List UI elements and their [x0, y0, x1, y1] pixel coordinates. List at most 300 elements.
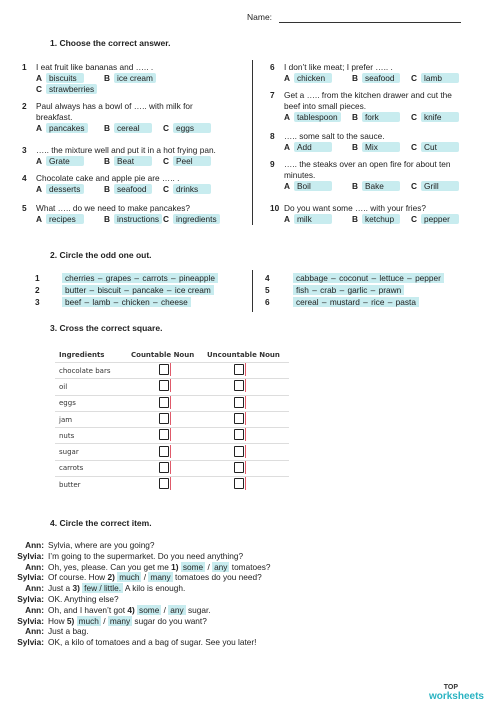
- option-letter: C: [163, 213, 169, 224]
- option-letter: A: [36, 183, 42, 194]
- uncountable-cell: [203, 444, 289, 460]
- table-row: [55, 444, 289, 460]
- option-letter: B: [352, 213, 358, 224]
- option-c[interactable]: [36, 84, 97, 95]
- dialogue-text: OK. Anything else?: [48, 593, 119, 604]
- option-c[interactable]: [163, 156, 211, 167]
- dash-separator: –: [309, 285, 320, 295]
- answer-choice[interactable]: few / little.: [84, 583, 122, 594]
- dialogue-text: /: [161, 604, 169, 615]
- question-text-line2: breakfast.: [36, 111, 73, 122]
- speaker-name: Ann:: [25, 583, 44, 594]
- uncountable-cell: [203, 395, 289, 411]
- odd-words: [62, 273, 218, 283]
- dash-separator: –: [369, 273, 379, 283]
- option-a[interactable]: [284, 73, 332, 84]
- question-text: What ….. do we need to make pancakes?: [36, 203, 191, 213]
- odd-row-1: [35, 273, 218, 283]
- option-value: Add: [294, 142, 332, 152]
- option-a[interactable]: [36, 184, 84, 195]
- option-value: Bake: [362, 181, 400, 191]
- question-9: [270, 159, 495, 192]
- countable-checkbox[interactable]: [159, 446, 169, 457]
- item-number: 5): [66, 615, 75, 626]
- item-number: 1): [171, 561, 179, 572]
- section-3-title: 3. Cross the correct square.: [50, 323, 163, 333]
- option-value: eggs: [173, 123, 211, 133]
- dash-separator: –: [319, 297, 329, 307]
- odd-words: [293, 273, 444, 283]
- option-b[interactable]: [104, 184, 152, 195]
- ingredient-cell: butter: [55, 477, 127, 493]
- option-value: Grill: [421, 181, 459, 191]
- option-letter: C: [411, 213, 417, 224]
- odd-word[interactable]: cheese: [160, 297, 188, 307]
- item-number: 3): [72, 583, 80, 594]
- uncountable-cell: [203, 379, 289, 395]
- option-letter: B: [352, 180, 358, 191]
- speaker-name: Sylvia:: [17, 615, 44, 626]
- dialogue-text: Oh, yes, please. Can you get me: [48, 561, 172, 572]
- dialogue-text: I’m going to the supermarket. Do you need anything?: [48, 550, 244, 561]
- question-text-line2: beef into small pieces.: [284, 100, 367, 111]
- dialogue-line: [0, 551, 271, 562]
- speaker-name: Ann:: [25, 626, 44, 637]
- answer-choice[interactable]: any: [170, 604, 184, 615]
- answer-choice[interactable]: any: [214, 561, 228, 572]
- answer-choice[interactable]: some: [182, 561, 204, 572]
- option-b[interactable]: [104, 156, 152, 167]
- question-number: 3: [22, 145, 27, 155]
- name-row: [247, 12, 462, 22]
- option-value: ketchup: [362, 214, 400, 224]
- odd-word[interactable]: beef: [65, 297, 82, 307]
- option-value: knife: [421, 112, 459, 122]
- dialogue-line: [0, 626, 271, 637]
- question-text: Get a ….. from the kitchen drawer and cut the: [284, 90, 452, 100]
- option-value: lamb: [421, 73, 459, 83]
- dash-separator: –: [82, 297, 92, 307]
- brand-logo: [429, 683, 484, 701]
- odd-word[interactable]: fish: [296, 285, 309, 295]
- option-value: Beat: [114, 156, 152, 166]
- dash-separator: –: [368, 285, 378, 295]
- uncountable-checkbox[interactable]: [234, 446, 244, 457]
- odd-word[interactable]: pepper: [415, 273, 441, 283]
- odd-divider: [252, 270, 253, 312]
- odd-row-number: 6: [265, 297, 270, 307]
- option-c[interactable]: [163, 184, 211, 195]
- option-a[interactable]: [36, 214, 84, 225]
- question-5: [22, 203, 247, 233]
- dash-separator: –: [328, 273, 339, 283]
- answer-choice[interactable]: many: [109, 615, 131, 626]
- answer-choice[interactable]: many: [150, 572, 171, 583]
- question-2: [22, 101, 247, 134]
- question-8: [270, 131, 495, 161]
- option-letter: A: [36, 213, 42, 224]
- option-letter: A: [284, 213, 290, 224]
- option-letter: B: [104, 122, 110, 133]
- dash-separator: –: [87, 285, 97, 295]
- option-value: seafood: [362, 73, 400, 83]
- dialogue-line: [0, 605, 271, 616]
- col-ingredients: Ingredients: [59, 351, 105, 359]
- dialogue-line: [0, 572, 271, 583]
- table-row: [55, 428, 289, 444]
- odd-row-3: [35, 297, 191, 307]
- odd-word[interactable]: carrots: [142, 273, 168, 283]
- countable-checkbox[interactable]: [159, 397, 169, 408]
- col-uncountable: Uncountable Noun: [207, 351, 280, 359]
- odd-row-number: 2: [35, 285, 40, 295]
- option-value: Grate: [46, 156, 84, 166]
- table-row: [55, 411, 289, 427]
- option-a[interactable]: [284, 181, 332, 192]
- odd-word[interactable]: rice: [371, 297, 385, 307]
- odd-word[interactable]: prawn: [378, 285, 402, 295]
- countable-cell: [127, 363, 203, 379]
- question-number: 4: [22, 173, 27, 183]
- dash-separator: –: [360, 297, 371, 307]
- option-letter: A: [36, 122, 42, 133]
- question-text: ….. the mixture well and put it in a hot frying pan.: [36, 145, 216, 155]
- option-value: milk: [294, 214, 332, 224]
- option-value: Peel: [173, 156, 211, 166]
- question-1: [22, 62, 247, 95]
- option-letter: C: [411, 72, 417, 83]
- option-c[interactable]: [411, 73, 459, 84]
- uncountable-cell: [203, 477, 289, 493]
- odd-word[interactable]: garlic: [347, 285, 368, 295]
- column-divider: [252, 60, 253, 225]
- question-number: 6: [270, 62, 275, 72]
- item-number: 2): [107, 572, 115, 583]
- question-10: [270, 203, 495, 233]
- question-text: I don’t like meat; I prefer ….. .: [284, 62, 393, 72]
- uncountable-checkbox[interactable]: [234, 478, 244, 489]
- odd-word[interactable]: lamb: [92, 297, 111, 307]
- question-number: 2: [22, 101, 27, 111]
- question-4: [22, 173, 247, 203]
- odd-row-6: [265, 297, 419, 307]
- odd-word[interactable]: biscuit: [97, 285, 121, 295]
- odd-words: [62, 297, 191, 307]
- ingredient-cell: eggs: [55, 395, 127, 411]
- uncountable-cell: [203, 460, 289, 476]
- answer-choice[interactable]: some: [139, 604, 160, 615]
- odd-row-4: [265, 273, 444, 283]
- option-a[interactable]: [284, 214, 332, 225]
- option-value: drinks: [173, 184, 211, 194]
- section-4-title: 4. Circle the correct item.: [50, 518, 152, 528]
- option-letter: C: [411, 180, 417, 191]
- question-number: 10: [270, 203, 280, 213]
- option-value: instructions: [114, 214, 162, 224]
- question-text: ….. some salt to the sauce.: [284, 131, 385, 141]
- odd-word[interactable]: pineapple: [178, 273, 215, 283]
- option-value: tablespoon: [294, 112, 341, 122]
- odd-word[interactable]: coconut: [339, 273, 369, 283]
- ingredient-cell: carrots: [55, 460, 127, 476]
- option-value: desserts: [46, 184, 84, 194]
- option-value: Mix: [362, 142, 400, 152]
- uncountable-checkbox[interactable]: [234, 380, 244, 391]
- option-value: pepper: [421, 214, 459, 224]
- question-3: [22, 145, 247, 175]
- question-number: 9: [270, 159, 275, 169]
- dash-separator: –: [150, 297, 160, 307]
- name-label: Name:: [247, 12, 273, 22]
- odd-row-number: 1: [35, 273, 40, 283]
- odd-word[interactable]: cherries: [65, 273, 95, 283]
- odd-word[interactable]: pasta: [395, 297, 416, 307]
- countable-cell: [127, 477, 203, 493]
- dialogue-text: tomatoes do you need?: [172, 572, 262, 583]
- odd-word[interactable]: cabbage: [296, 273, 328, 283]
- option-a[interactable]: [36, 156, 84, 167]
- option-c[interactable]: [411, 112, 459, 123]
- table-row: [55, 477, 289, 493]
- countable-cell: [127, 411, 203, 427]
- odd-row-number: 4: [265, 273, 270, 283]
- countable-checkbox[interactable]: [159, 462, 169, 473]
- option-letter: C: [36, 83, 42, 94]
- odd-word[interactable]: ice cream: [174, 285, 211, 295]
- dialogue-text: OK, a kilo of tomatoes and a bag of sugar. See you later!: [48, 637, 257, 648]
- dash-separator: –: [111, 297, 121, 307]
- option-c[interactable]: [411, 142, 459, 153]
- dialogue-line: [0, 562, 271, 573]
- countable-cell: [127, 460, 203, 476]
- countable-checkbox[interactable]: [159, 380, 169, 391]
- dialogue-text: sugar do you want?: [132, 615, 207, 626]
- name-field[interactable]: [279, 22, 461, 23]
- countable-cell: [127, 444, 203, 460]
- odd-words: [62, 285, 214, 295]
- dialogue-text: How: [48, 615, 67, 626]
- option-value: strawberries: [46, 84, 97, 94]
- option-letter: C: [163, 122, 169, 133]
- speaker-name: Sylvia:: [17, 550, 44, 561]
- dialogue: [0, 540, 271, 648]
- option-c[interactable]: [163, 214, 220, 225]
- table-row: [55, 363, 289, 379]
- dash-separator: –: [404, 273, 415, 283]
- dialogue-text: Just a: [48, 583, 73, 594]
- uncountable-checkbox[interactable]: [234, 364, 244, 375]
- brand-bottom: worksheets: [428, 691, 484, 702]
- option-letter: A: [36, 72, 42, 83]
- option-b[interactable]: [104, 73, 156, 84]
- dash-separator: –: [168, 273, 178, 283]
- question-6: [270, 62, 495, 92]
- dialogue-line: [0, 594, 271, 605]
- option-a[interactable]: [284, 142, 332, 153]
- ingredient-cell: jam: [55, 411, 127, 427]
- dialogue-text: Oh, and I haven’t got: [48, 604, 128, 615]
- option-b[interactable]: [104, 123, 152, 134]
- speaker-name: Ann:: [25, 604, 44, 615]
- odd-word[interactable]: crab: [320, 285, 337, 295]
- dash-separator: –: [385, 297, 395, 307]
- question-7: [270, 90, 495, 123]
- countable-checkbox[interactable]: [159, 429, 169, 440]
- option-letter: A: [284, 180, 290, 191]
- dialogue-text: Of course. How: [48, 572, 108, 583]
- question-text-line2: minutes.: [284, 169, 316, 180]
- option-letter: A: [284, 111, 290, 122]
- answer-choice[interactable]: much: [119, 572, 140, 583]
- question-text: I eat fruit like bananas and ….. .: [36, 62, 154, 72]
- option-value: chicken: [294, 73, 332, 83]
- dialogue-text: Sylvia, where are you going?: [48, 540, 155, 550]
- option-value: biscuits: [46, 73, 84, 83]
- question-text: Paul always has a bowl of ….. with milk for: [36, 101, 193, 111]
- odd-words: [293, 297, 419, 307]
- dialogue-line: [0, 540, 271, 551]
- odd-word[interactable]: mustard: [329, 297, 360, 307]
- dialogue-text: tomatoes?: [229, 561, 271, 572]
- odd-row-2: [35, 285, 214, 295]
- odd-row-number: 5: [265, 285, 270, 295]
- odd-word[interactable]: butter: [65, 285, 87, 295]
- option-letter: B: [104, 213, 110, 224]
- question-number: 7: [270, 90, 275, 100]
- speaker-name: Sylvia:: [17, 593, 44, 604]
- option-c[interactable]: [411, 214, 459, 225]
- question-text: Do you want some ….. with your fries?: [284, 203, 427, 213]
- countable-cell: [127, 379, 203, 395]
- countable-checkbox[interactable]: [159, 364, 169, 375]
- brand-top: TOP: [443, 684, 458, 691]
- question-text: ….. the steaks over an open fire for about ten: [284, 159, 451, 169]
- option-letter: C: [411, 111, 417, 122]
- option-letter: C: [163, 183, 169, 194]
- dash-separator: –: [132, 273, 142, 283]
- col-countable: Countable Noun: [131, 351, 195, 359]
- option-letter: C: [163, 155, 169, 166]
- odd-word[interactable]: pancake: [132, 285, 164, 295]
- odd-word[interactable]: grapes: [105, 273, 132, 283]
- option-value: ingredients: [173, 214, 220, 224]
- option-c[interactable]: [163, 123, 211, 134]
- uncountable-checkbox[interactable]: [234, 397, 244, 408]
- dialogue-line: [0, 616, 271, 627]
- speaker-name: Ann:: [25, 561, 44, 572]
- dialogue-text: Just a bag.: [48, 626, 89, 637]
- option-b[interactable]: [352, 112, 400, 123]
- table-row: [55, 379, 289, 395]
- option-letter: A: [284, 141, 290, 152]
- option-a[interactable]: [36, 73, 84, 84]
- countable-cell: [127, 428, 203, 444]
- option-letter: B: [104, 183, 110, 194]
- uncountable-checkbox[interactable]: [234, 462, 244, 473]
- option-letter: C: [411, 141, 417, 152]
- dash-separator: –: [164, 285, 174, 295]
- option-value: seafood: [114, 184, 152, 194]
- question-number: 1: [22, 62, 27, 72]
- uncountable-cell: [203, 428, 289, 444]
- ingredient-cell: chocolate bars: [55, 363, 127, 379]
- option-value: Boil: [294, 181, 332, 191]
- uncountable-cell: [203, 411, 289, 427]
- option-b[interactable]: [352, 73, 400, 84]
- option-letter: A: [284, 72, 290, 83]
- dialogue-text: sugar.: [185, 604, 211, 615]
- option-b[interactable]: [352, 214, 400, 225]
- item-number: 4): [127, 604, 135, 615]
- speaker-name: Sylvia:: [17, 572, 44, 583]
- option-c[interactable]: [411, 181, 459, 192]
- option-letter: B: [104, 155, 110, 166]
- section-1-title: 1. Choose the correct answer.: [50, 38, 171, 48]
- question-number: 5: [22, 203, 27, 213]
- countable-checkbox[interactable]: [159, 478, 169, 489]
- section-2-title: 2. Circle the odd one out.: [50, 250, 152, 260]
- speaker-name: Ann:: [25, 540, 44, 550]
- ingredient-cell: sugar: [55, 444, 127, 460]
- odd-word[interactable]: cereal: [296, 297, 319, 307]
- ingredient-cell: oil: [55, 379, 127, 395]
- table-row: [55, 460, 289, 476]
- odd-row-number: 3: [35, 297, 40, 307]
- option-b[interactable]: [352, 142, 400, 153]
- countable-cell: [127, 395, 203, 411]
- uncountable-checkbox[interactable]: [234, 429, 244, 440]
- dash-separator: –: [337, 285, 347, 295]
- ingredient-cell: nuts: [55, 428, 127, 444]
- option-value: Cut: [421, 142, 459, 152]
- option-a[interactable]: [36, 123, 88, 134]
- dialogue-text: A kilo is enough.: [123, 583, 186, 594]
- option-value: pancakes: [46, 123, 88, 133]
- speaker-name: Sylvia:: [17, 637, 44, 648]
- odd-word[interactable]: chicken: [121, 297, 150, 307]
- dialogue-text: /: [100, 615, 108, 626]
- dash-separator: –: [95, 273, 105, 283]
- question-number: 8: [270, 131, 275, 141]
- noun-table: [55, 348, 289, 493]
- dash-separator: –: [121, 285, 132, 295]
- option-value: cereal: [114, 123, 152, 133]
- uncountable-checkbox[interactable]: [234, 413, 244, 424]
- option-letter: B: [352, 111, 358, 122]
- dialogue-text: /: [205, 561, 213, 572]
- dialogue-text: /: [141, 572, 149, 583]
- table-row: [55, 395, 289, 411]
- option-letter: B: [352, 72, 358, 83]
- option-a[interactable]: [284, 112, 341, 123]
- odd-row-5: [265, 285, 404, 295]
- uncountable-cell: [203, 363, 289, 379]
- option-value: fork: [362, 112, 400, 122]
- option-letter: A: [36, 155, 42, 166]
- answer-choice[interactable]: much: [78, 615, 99, 626]
- option-value: recipes: [46, 214, 84, 224]
- option-b[interactable]: [104, 214, 162, 225]
- dialogue-line: [0, 637, 271, 648]
- option-b[interactable]: [352, 181, 400, 192]
- option-letter: B: [352, 141, 358, 152]
- dialogue-line: [0, 583, 271, 594]
- countable-checkbox[interactable]: [159, 413, 169, 424]
- option-value: ice cream: [114, 73, 156, 83]
- odd-word[interactable]: lettuce: [379, 273, 404, 283]
- question-text: Chocolate cake and apple pie are ….. .: [36, 173, 180, 183]
- odd-words: [293, 285, 404, 295]
